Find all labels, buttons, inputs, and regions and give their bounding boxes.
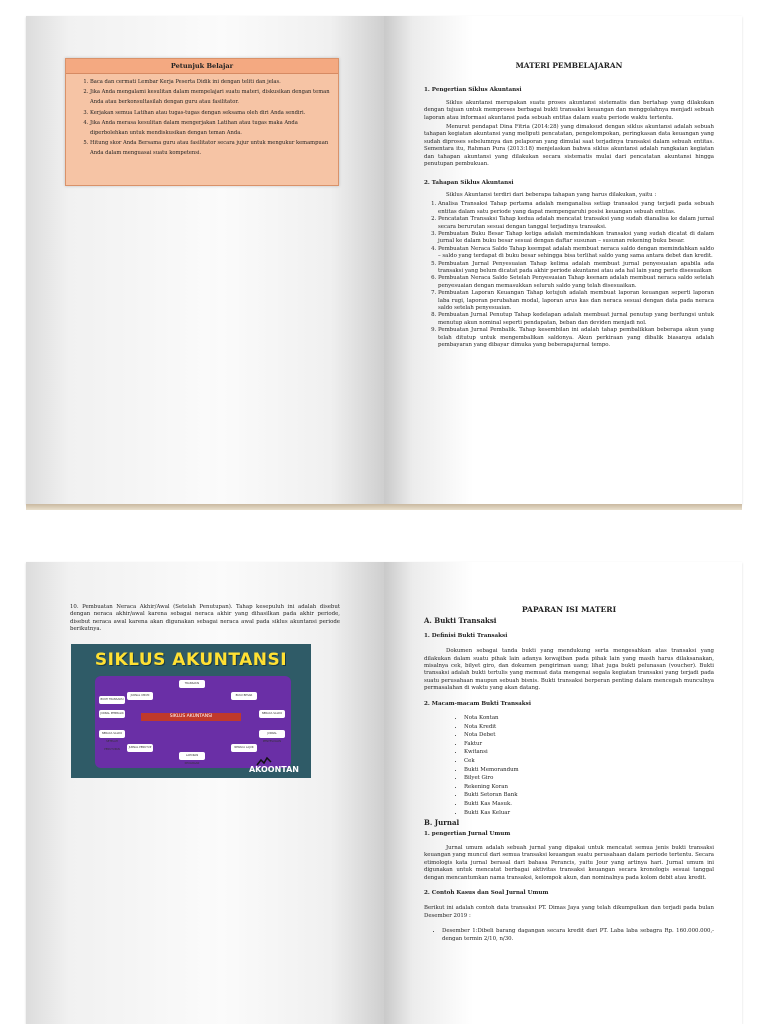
paragraph: Siklus akuntansi merupakan suatu proses akuntansi sistematis dan bertahap yang dilakukan dengan tujuan untuk memproses berbagai bukti transaksi keuangan dan menggolahnya menjadi sebuah laporan atau informasi akuntansi pada sebuah entitas dalam suatu periode waktu tertentu. — [424, 99, 714, 121]
tahapan-item: 8. Pembuatan Jurnal Penutup Tahap kedelapan adalah membuat jurnal penutup yang berfungsi untuk menutup akun nominal seperti pendapatan, beban dan deviden menjadi nol. — [438, 312, 714, 327]
petunjuk-item: 2. Jika Anda mengalami kesulitan dalam mempelajari suatu materi, diskusikan dengan teman Anda atau berkonsultasilah dengan guru atau fasilitator. — [90, 87, 330, 107]
petunjuk-title: Petunjuk Belajar — [66, 59, 338, 74]
bottom-left-page — [26, 562, 384, 1024]
infographic-panel — [95, 676, 291, 768]
petunjuk-belajar-box — [65, 58, 339, 186]
tahap-10-paragraph: 10. Pembuatan Neraca Akhir/Awal (Setelah Penutupan). Tahap kesepuluh ini adalah disebut dengan neraca akhir/awal karena sebagai neraca akhir yang dihasilkan pada akhir periode, disebut neraca awal karena akan digunakan sebagai neraca awal pada siklus akuntansi periode berikutnya. — [70, 604, 340, 633]
paragraph: Siklus Akuntansi terdiri dari beberapa tahapan yang harus dilakukan, yaitu : — [446, 191, 657, 198]
infographic-brand: AKOONTAN — [248, 765, 299, 774]
akoontan-logo-icon — [257, 757, 271, 765]
tahapan-item: 5. Pembuatan Jurnal Penyesuaian Tahap kelima adalah membuat jurnal penyesuaian apabila ada transaksi yang belum dicatat pada akhir periode akuntansi atau ada hal lain yang perlu disesuaikan — [438, 261, 714, 276]
petunjuk-item: 1. Baca dan cermati Lembar Kerja Peserta Didik ini dengan teliti dan jelas. — [90, 77, 330, 87]
contoh-item: • Desember 1:Dibeli barang dagangan secara kredit dari PT. Laba laba sebagra Rp. 160.000.000,- dengan termin 2/10, n/30. — [442, 928, 714, 943]
bukti-item: • Bukti Kas Keluar — [464, 809, 714, 818]
tahapan-item: 1. Analisa Transaksi Tahap pertama adalah menganalisa setiap transaksi yang terjadi pada sebuah entitas dalam satu periode yang dapat mempengaruhi posisi keuangan sebuah entitas. — [438, 201, 714, 216]
cycle-box: JURNAL PENYESUAIAN — [259, 730, 285, 738]
top-right-page — [384, 16, 742, 504]
tahapan-item: 9. Pembuatan Jurnal Pembalik. Tahap kesembilan ini adalah tahap pembalikkan beberapa akun yang telah ditutup untuk mengembalikan saldonya. Akun perkiraan yang dibalik biasanya adalah pembayaran yang dibayar dimuka yang beberapajurnal tempo. — [438, 327, 714, 349]
cycle-box: JURNAL UMUM — [127, 692, 153, 700]
book-bottom-edge — [26, 504, 742, 510]
cycle-box: JURNAL PEMBALIK — [99, 710, 125, 718]
cycle-box: NERACA SALDO SETELAH PENUTUPAN — [99, 730, 125, 738]
subsection-heading: 2. Contoh Kasus dan Soal Jurnal Umum — [424, 890, 549, 897]
top-book-spread — [26, 16, 742, 504]
bottom-book-spread — [26, 562, 742, 1024]
paparan-content — [424, 606, 714, 943]
cycle-box: TRANSAKSI — [179, 680, 205, 688]
cycle-box: BUKTI TRANSAKSI — [99, 696, 125, 704]
tahapan-item: 6. Pembuatan Neraca Saldo Setelah Penyesuaian Tahap keenam adalah membuat neraca saldo setelah penyesuaian dengan memasukkan seluruh saldo yang telah disesuaikan. — [438, 275, 714, 290]
paragraph: Dokumen sebagai tanda bukti yang mendukung serta mengesahkan atas transaksi yang dilakukan dalam suatu pihak lain adanya kewajiban pada pihak lain yang masih harus dilaksanakan, misalnya cek, bilyet giro, dan dokumen pengiriman uang; lihat juga bukti pelunasan (voucher). Bukti transaksi adalah bukti tertulis yang memuat data mengenai segala kegiatan transaksi yang terjadi pada suatu perusahaan maupun sebuah bisnis. Bukti transaksi berperan penting dalam mencegah munculnya permasalahan di waktu yang akan datang. — [424, 648, 714, 692]
bukti-item: • Nota Kredit — [464, 723, 714, 732]
materi-title: MATERI PEMBELAJARAN — [515, 61, 623, 70]
bukti-item: • Bukti Memorandum — [464, 766, 714, 775]
bottom-right-page — [384, 562, 742, 1024]
section-heading: B. Jurnal — [424, 818, 460, 828]
paragraph: Berikut ini adalah contoh data transaksi PT. Dimas Jaya yang telah dikumpulkan dan terjadi pada bulan Desember 2019 : — [424, 905, 714, 919]
bukti-item: • Bilyet Giro — [464, 774, 714, 783]
bukti-item: • Nota Kontan — [464, 714, 714, 723]
petunjuk-item: 5. Hitung skor Anda Bersama guru atau fasilitator secara jujur untuk mengukur kemampuan Anda dalam menguasai suatu kompetensi. — [90, 138, 330, 158]
contoh-list — [424, 928, 714, 943]
cycle-box: LAPORAN KEUANGAN — [179, 752, 205, 760]
siklus-akuntansi-infographic — [71, 644, 311, 778]
bukti-item: • Bukti Setoran Bank — [464, 791, 714, 800]
bukti-item: • Cek — [464, 757, 714, 766]
cycle-box: NERACA SALDO — [259, 710, 285, 718]
paparan-title: PAPARAN ISI MATERI — [521, 605, 617, 614]
materi-content — [424, 62, 714, 349]
bukti-item: • Nota Debet — [464, 731, 714, 740]
bukti-list — [424, 714, 714, 817]
section-heading: 1. Pengertian Siklus Akuntansi — [424, 87, 522, 94]
section-heading: 2. Tahapan Siklus Akuntansi — [424, 180, 514, 187]
paragraph: Menurut pendapat Dina Fitria (2014:28) yang dimaksud dengan siklus akuntansi adalah sebuah tahapan kegiatan akuntansi yang meliputi pencatatan, pengelompokan, peringkasan data keuangan yang sudah diproses sebelumnya dan pelaporan yang dimulai saat terjadinya transaksi dalam sebuah entitas. Sementara itu, Rahman Pura (2013:18) menjelaskan bahwa siklus akuntansi adalah rangkaian kegiatan dan tahapan akuntansi yang dilakukan secara sistematis mulai dari pencatatan akuntansi hingga penutupan pembukuan. — [424, 124, 714, 168]
bukti-item: • Kwitansi — [464, 748, 714, 757]
subsection-heading: 2. Macam-macam Bukti Transaksi — [424, 700, 531, 707]
cycle-box: BUKU BESAR — [231, 692, 257, 700]
tahapan-item: 7. Pembuatan Laporan Keuangan Tahap ketujuh adalah membuat laporan keuangan seperti laporan laba rugi, laporan perubahan modal, laporan arus kas dan neraca sesuai dengan data pada neraca saldo setelah penyesuaian. — [438, 290, 714, 312]
tahapan-item: 3. Pembuatan Buku Besar Tahap ketiga adalah memindahkan transaksi yang sudah dicatat di dalam jurnal ke dalam buku besar sesuai dengan daftar susunan – susunan rekening buku besar. — [438, 231, 714, 246]
infographic-title: SIKLUS AKUNTANSI — [94, 650, 288, 670]
section-heading: A. Bukti Transaksi — [424, 616, 497, 626]
bukti-item: • Rekening Koran — [464, 783, 714, 792]
top-left-page — [26, 16, 384, 504]
paragraph: Jurnal umum adalah sebuah jurnal yang dipakai untuk mencatat semua jenis bukti transaksi keuangan yang muncul dari semua transaksi keuangan suatu perusahaan dalam periode tertentu. Secara etimologis kata jurnal berasal dari bahasa Perancis, yaitu Jour yang artinya hari. Jurnal umum ini digunakan untuk mencatat berbagai aktivitas transaksi keuangan secara kronologis sesuai tanggal dengan mencantumkan nama transaksi, kelompok akun, dan nominalnya pada kolom debit atau kredit. — [424, 845, 714, 881]
petunjuk-item: 3. Kerjakan semua Latihan atau tugas-tugas dengan seksama oleh diri Anda sendiri. — [90, 108, 330, 118]
tahapan-item: 2. Pencatatan Transaksi Tahap kedua adalah mencatat transaksi yang sudah dianalisa ke dalam jurnal secara berurutan sesuai dengan tanggal terjadinya transaksi. — [438, 216, 714, 231]
subsection-heading: 1. Definisi Bukti Transaksi — [424, 632, 508, 639]
bukti-item: • Faktur — [464, 740, 714, 749]
petunjuk-item: 4. Jika Anda merasa kesulitan dalam mengerjakan Latihan atau tugas maka Anda diperbolehkan untuk mendiskusikan dengan teman Anda. — [90, 118, 330, 138]
cycle-box: JURNAL PENUTUP — [127, 744, 153, 752]
tahapan-list — [424, 201, 714, 349]
petunjuk-list — [66, 74, 338, 159]
tahapan-item: 4. Pembuatan Neraca Saldo Tahap keempat adalah membuat neraca saldo dengan memindahkan saldo – saldo yang terdapat di buku besar sehingga bisa terlihat saldo yang sama antara debet dan kredit. — [438, 246, 714, 261]
infographic-banner: SIKLUS AKUNTANSI — [141, 713, 241, 721]
bukti-item: • Bukti Kas Masuk. — [464, 800, 714, 809]
subsection-heading: 1. pengertian Jurnal Umum — [424, 830, 511, 837]
cycle-box: NERACA LAJUR — [231, 744, 257, 752]
